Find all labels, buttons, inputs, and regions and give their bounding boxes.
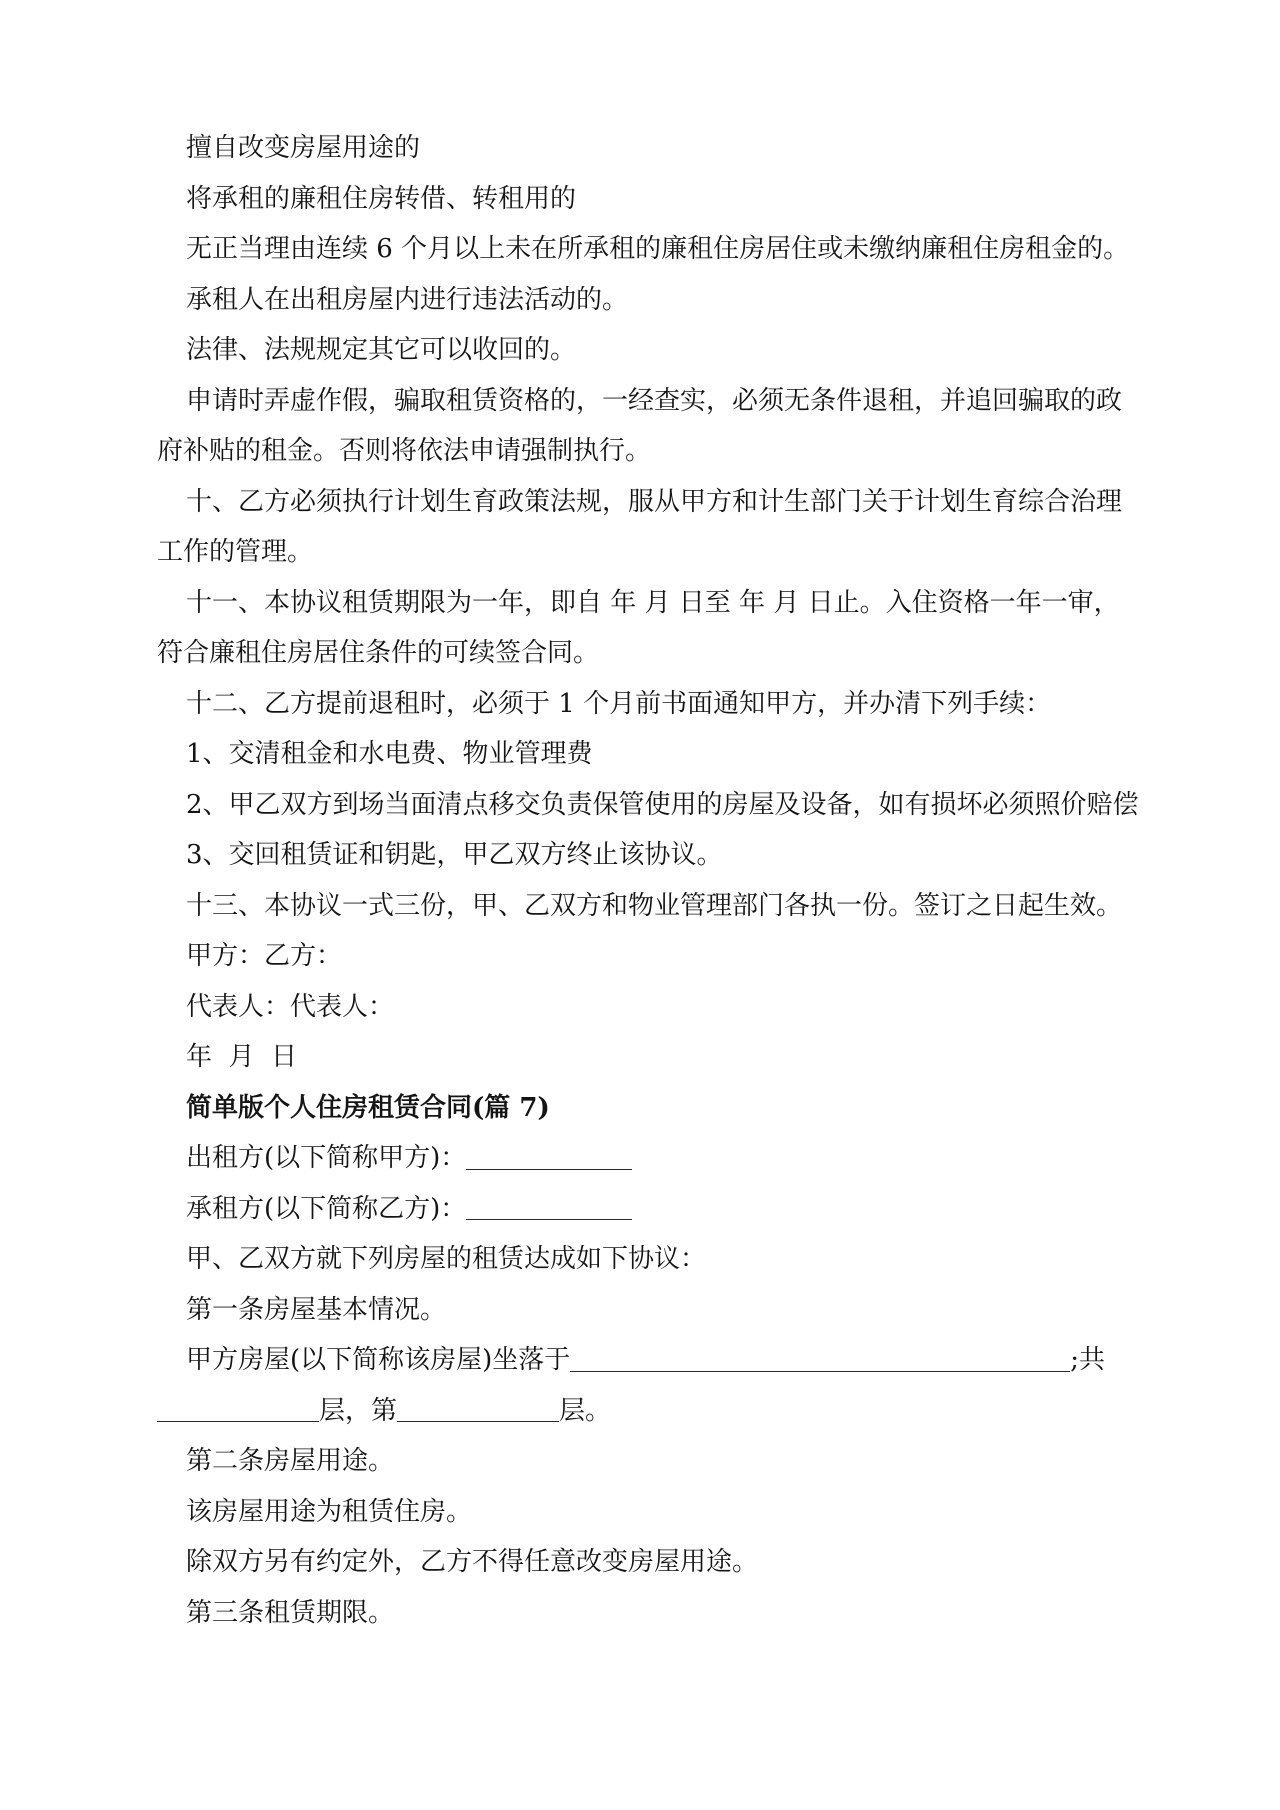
floor-text: 层，第 — [319, 1395, 398, 1426]
lessor-blank — [466, 1144, 632, 1170]
preamble: 甲、乙双方就下列房屋的租赁达成如下协议： — [186, 1244, 707, 1274]
article-2-line: 该房屋用途为租赁住房。 — [186, 1496, 473, 1527]
article-2-line: 除双方另有约定外，乙方不得任意改变房屋用途。 — [186, 1547, 759, 1577]
lessee-line — [157, 1184, 1157, 1235]
clause-12-step: 3、交回租赁证和钥匙，甲乙双方终止该协议。 — [186, 840, 723, 870]
article-2-heading: 第二条房屋用途。 — [186, 1446, 395, 1476]
location-blank — [570, 1346, 1070, 1372]
revocation-item: 承租人在出租房屋内进行违法活动的。 — [186, 284, 629, 315]
revocation-item: 将承租的廉租住房转借、转租用的 — [186, 183, 577, 214]
floor-text: 层。 — [559, 1395, 612, 1426]
contract-title: 简单版个人住房租赁合同(篇 7) — [186, 1092, 550, 1123]
revocation-item: 无正当理由连续 6 个月以上未在所承租的廉租住房居住或未缴纳廉租住房租金的。 — [186, 234, 1130, 264]
clause-10-line: 十、乙方必须执行计划生育政策法规，服从甲方和计生部门关于计划生育综合治理 — [186, 486, 1123, 517]
clause-12-step: 1、交清租金和水电费、物业管理费 — [186, 739, 593, 769]
clause-13: 十三、本协议一式三份，甲、乙双方和物业管理部门各执一份。签订之日起生效。 — [186, 890, 1123, 921]
document-page — [157, 123, 1157, 1638]
floor-number-blank — [397, 1397, 559, 1423]
lessee-blank — [466, 1195, 632, 1221]
lessor-label: 出租方(以下简称甲方)： — [186, 1143, 467, 1173]
fraud-clause-line: 府补贴的租金。否则将依法申请强制执行。 — [157, 436, 652, 466]
signature-representatives: 代表人：代表人： — [186, 991, 395, 1022]
location-line — [157, 1335, 1157, 1386]
clause-12-heading: 十二、乙方提前退租时，必须于 1 个月前书面通知甲方，并办清下列手续： — [186, 688, 1052, 719]
signature-parties: 甲方：乙方： — [186, 941, 343, 971]
total-floors-blank — [157, 1397, 319, 1423]
lessor-line — [157, 1133, 1157, 1184]
article-3-heading: 第三条租赁期限。 — [186, 1597, 395, 1628]
article-1-heading: 第一条房屋基本情况。 — [186, 1294, 447, 1325]
revocation-item: 擅自改变房屋用途的 — [186, 133, 421, 163]
clause-12-step: 2、甲乙双方到场当面清点移交负责保管使用的房屋及设备，如有损坏必须照价赔偿 — [186, 789, 1139, 820]
lessee-label: 承租方(以下简称乙方)： — [186, 1193, 467, 1224]
clause-11-line: 十一、本协议租赁期限为一年，即自 年 月 日至 年 月 日止。入住资格一年一审， — [186, 587, 1120, 618]
signature-date: 年 月 日 — [186, 1042, 298, 1072]
floor-line — [157, 1386, 1157, 1437]
location-suffix: ;共 — [1070, 1345, 1106, 1375]
location-prefix: 甲方房屋(以下简称该房屋)坐落于 — [186, 1345, 571, 1375]
revocation-item: 法律、法规规定其它可以收回的。 — [186, 335, 577, 365]
clause-11-line: 符合廉租住房居住条件的可续签合同。 — [157, 638, 600, 668]
fraud-clause-line: 申请时弄虚作假，骗取租赁资格的，一经查实，必须无条件退租，并追回骗取的政 — [186, 385, 1123, 416]
clause-10-line: 工作的管理。 — [157, 537, 314, 567]
